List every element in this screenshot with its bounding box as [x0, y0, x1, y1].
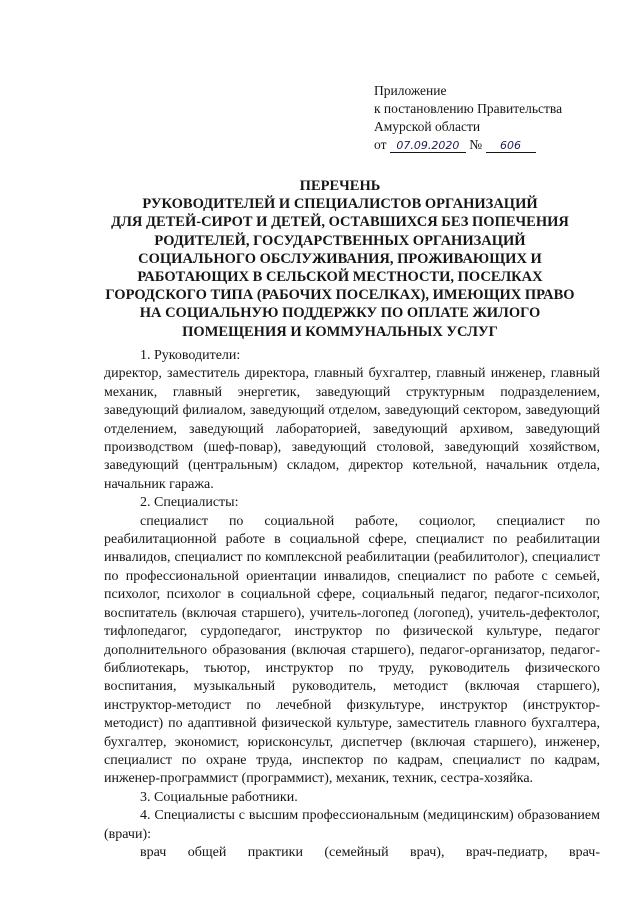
section-4-heading: 4. Специалисты с высшим профессиональным (медицинским) образованием (врачи):	[104, 808, 600, 842]
handwritten-date: 07.09.2020	[390, 139, 466, 153]
appendix-header	[374, 82, 624, 154]
title-line: ДЛЯ ДЕТЕЙ-СИРОТ И ДЕТЕЙ, ОСТАВШИХСЯ БЕЗ ПОПЕЧЕНИЯ	[111, 214, 569, 231]
document-body	[104, 347, 600, 862]
section-1-heading: 1. Руководители:	[140, 348, 241, 363]
section-2-text: специалист по социальной работе, социолог, специалист по реабилитационной работе в социальной сфере, специалист по реабилитации инвалидов, специалист по комплексной реабилитации (реабилитолог), специалист по профессиональной ориентации инвалидов, специалист по работе с семьей, психолог, психолог в социальной сфере, социальный педагог, педагог-психолог, воспитатель (включая старшего), учитель-логопед (логопед), учитель-дефектолог, тифлопедагог, сурдопедагог, инструктор по физической культуре, педагог дополнительного образования (включая старшего), педагог-организатор, педагог-библиотекарь, тьютор, инструктор по труду, руководитель физического воспитания, музыкальный руководитель, методист (включая старшего), инструктор-методист по лечебной физкультуре, инструктор (инструктор-методист) по адаптивной физической культуре, заместитель главного бухгалтера, бухгалтер, экономист, юрисконсульт, диспетчер (включая старшего), инженер, специалист по охране труда, инспектор по кадрам, специалист по кадрам, инженер-программист (программист), механик, техник, сестра-хозяйка.	[104, 513, 600, 787]
title-line: ПОМЕЩЕНИЯ И КОММУНАЛЬНЫХ УСЛУГ	[182, 323, 498, 340]
title-line: ГОРОДСКОГО ТИПА (РАБОЧИХ ПОСЕЛКАХ), ИМЕЮЩИХ ПРАВО	[105, 287, 575, 304]
title-line: НА СОЦИАЛЬНУЮ ПОДДЕРЖКУ ПО ОПЛАТЕ ЖИЛОГО	[139, 305, 541, 322]
section-2-heading: 2. Специалисты:	[140, 495, 239, 511]
title-line: РОДИТЕЛЕЙ, ГОСУДАРСТВЕННЫХ ОРГАНИЗАЦИЙ	[154, 232, 526, 249]
date-prefix: от	[374, 137, 387, 152]
title-line: СОЦИАЛЬНОГО ОБСЛУЖИВАНИЯ, ПРОЖИВАЮЩИХ И	[138, 250, 542, 267]
title-line: ПЕРЕЧЕНЬ	[299, 178, 381, 194]
appendix-title: Приложение	[374, 83, 447, 98]
appendix-date-line	[374, 136, 624, 154]
section-3-heading: 3. Социальные работники.	[140, 789, 298, 805]
appendix-region-line: Амурской области	[374, 119, 481, 134]
document-title	[100, 177, 580, 341]
title-line: РАБОТАЮЩИХ В СЕЛЬСКОЙ МЕСТНОСТИ, ПОСЕЛКАХ	[137, 269, 543, 286]
section-1-text: директор, заместитель директора, главный бухгалтер, главный инженер, главный механик, главный энергетик, заведующий структурным подразделением, заведующий филиалом, заведующий отделом, заведующий сектором, заведующий отделением, заведующий лабораторией, заведующий архивом, заведующий производством (шеф-повар), заведующий столовой, заведующий хозяйством, заведующий (центральным) складом, директор котельной, начальник отдела, начальник гаража.	[104, 366, 600, 492]
number-label: №	[469, 137, 483, 152]
title-line: РУКОВОДИТЕЛЕЙ И СПЕЦИАЛИСТОВ ОРГАНИЗАЦИЙ	[142, 196, 538, 213]
section-4-text: врач общей практики (семейный врач), врач-педиатр, врач-	[140, 844, 600, 860]
handwritten-number: 606	[486, 139, 536, 153]
appendix-resolution-line: к постановлению Правительства	[374, 101, 563, 116]
